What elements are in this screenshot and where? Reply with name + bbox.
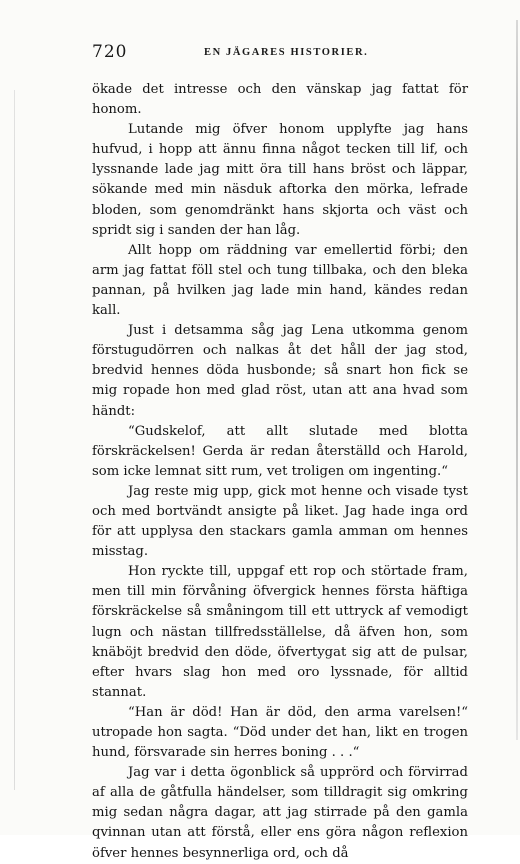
page-number: 720 — [92, 42, 128, 62]
paragraph: Allt hopp om räddning var emellertid förbi; den arm jag fattat föll stel och tung tillbaka, och den bleka pannan, på hvilken jag lade min hand, kändes redan kall. — [92, 242, 468, 319]
paragraph: Lutande mig öfver honom upplyfte jag hans hufvud, i hopp att ännu finna något tecken till lif, och lyssnande lade jag mitt öra till hans bröst och läppar, sökande med min näsduk aftorka den mörka, lefrade bloden, som genomdränkt hans skjorta och väst och spridt sig i sanden der han låg. — [92, 122, 468, 238]
paragraph: Jag var i detta ögonblick så upprörd och förvirrad af alla de gåtfulla händelser, som tilldragit sig omkring mig sedan några dagar, att jag stirrade på den gamla qvinnan utan att förstå, eller ens göra någon reflexion öfver hennes besynnerliga ord, och då — [92, 765, 468, 861]
paragraph: Jag reste mig upp, gick mot henne och visade tyst och med bortvändt ansigte på liket. Jag hade inga ord för att upplysa den stackars gamla amman om hennes misstag. — [92, 483, 468, 560]
page-right-edge-shadow — [516, 20, 518, 740]
paragraph: “Gudskelof, att allt slutade med blotta förskräckelsen! Gerda är redan återställd och Harold, som icke lemnat sitt rum, vet troligen om ingenting.“ — [92, 423, 468, 479]
paragraph: “Han är död! Han är död, den arma varelsen!“ utropade hon sagta. “Död under det han, likt en trogen hund, försvarade sin herres boning . . .“ — [92, 704, 468, 761]
running-title: EN JÄGARES HISTORIER. — [204, 47, 369, 58]
page-left-edge-shadow — [14, 90, 15, 790]
paragraph: Just i detsamma såg jag Lena utkomma genom förstugudörren och nalkas åt det håll der jag stod, bredvid hennes döda husbonde; så snart hon fick se mig ropade hon med glad röst, utan att ana hvad som händt: — [92, 323, 468, 419]
page-header — [92, 42, 472, 66]
paragraph: Hon ryckte till, uppgaf ett rop och störtade fram, men till min förvåning öfvergick hennes första häftiga förskräckelse så småningom till ett uttryck af vemodigt lugn och nästan tillfredsställelse, då äfven hon, som knäböjt bredvid den döde, öfvertygat sig att de pulsar, efter hvars slag hon med oro lyssnade, för alltid stannat. — [92, 564, 468, 700]
paragraph: ökade det intresse och den vänskap jag fattat för honom. — [92, 82, 468, 118]
body-text — [92, 80, 468, 864]
